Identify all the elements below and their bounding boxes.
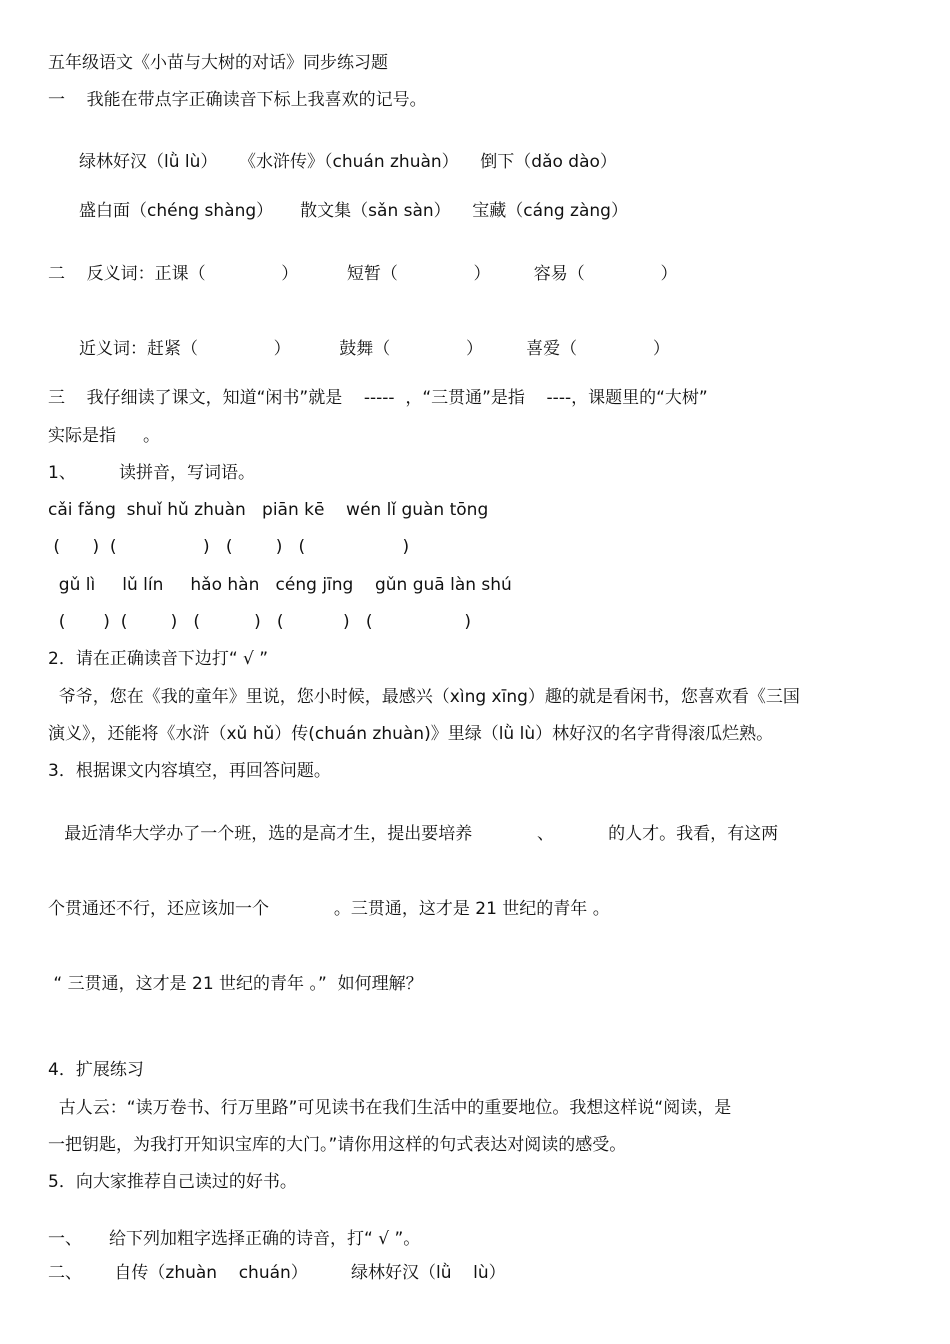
section-1-heading: 一 我能在带点字正确读音下标上我喜欢的记号。 [48,90,427,110]
section-3-line-2: 实际是指 。 [48,426,161,446]
question-1-blank-row-2: ( ) ( ) ( ) ( ) ( ) [48,612,471,632]
question-3-line-2: 个贯通还不行，还应该加一个 。三贯通，这才是 21 世纪的青年 。 [48,899,610,919]
extra-item-2: 二、 自传（zhuàn chuán） 绿林好汉（lǜ lù） [48,1263,506,1283]
section-1-row-2: 盛白面（chéng shàng） 散文集（sǎn sàn） 宝藏（cáng zàng） [79,201,628,221]
question-3-question: “ 三贯通，这才是 21 世纪的青年 。” 如何理解？ [48,974,423,994]
question-1-heading: 1、 读拼音，写词语。 [48,463,256,483]
question-3-heading: 3．根据课文内容填空，再回答问题。 [48,761,331,781]
question-2-line-2: 演义》，还能将《水浒（xǔ hǔ）传(chuán zhuàn)》里绿（lǜ lù）林好汉的名字背得滚瓜烂熟。 [48,724,774,744]
section-2-antonyms: 二 反义词：正课（ ） 短暂（ ） 容易（ ） [48,264,678,284]
question-1-pinyin-row-1: cǎi fǎng shuǐ hǔ zhuàn piān kē wén lǐ guàn tōng [48,500,489,520]
section-3-line-1: 三 我仔细读了课文，知道“闲书”就是 ----- ，“三贯通”是指 ----，课题里的“大树” [48,388,708,408]
question-5-heading: 5．向大家推荐自己读过的好书。 [48,1172,297,1192]
question-2-heading: 2．请在正确读音下边打“ √ ” [48,649,269,669]
page-title: 五年级语文《小苗与大树的对话》同步练习题 [48,53,388,73]
question-1-pinyin-row-2: gǔ lì lǔ lín hǎo hàn céng jīng gǔn guā làn shú [48,575,512,595]
question-4-line-2: 一把钥匙，为我打开知识宝库的大门。”请你用这样的句式表达对阅读的感受。 [48,1135,627,1155]
question-4-line-1: 古人云：“读万卷书、行万里路”可见读书在我们生活中的重要地位。我想这样说“阅读，是 [48,1098,732,1118]
section-1-row-1: 绿林好汉（lǜ lù） 《水浒传》（chuán zhuàn） 倒下（dǎo dào） [79,152,617,172]
question-2-line-1: 爷爷，您在《我的童年》里说，您小时候，最感兴（xìng xīng）趣的就是看闲书，您喜欢看《三国 [48,687,800,707]
section-2-synonyms: 近义词：赶紧（ ） 鼓舞（ ） 喜爱（ ） [79,339,670,359]
extra-item-1: 一、 给下列加粗字选择正确的诗音，打“ √ ”。 [48,1229,421,1249]
question-3-line-1: 最近清华大学办了一个班，选的是高才生，提出要培养 、 的人才。我看，有这两 [48,824,779,844]
question-4-heading: 4．扩展练习 [48,1060,144,1080]
question-1-blank-row-1: ( ) ( ) ( ) ( ) [48,537,410,557]
